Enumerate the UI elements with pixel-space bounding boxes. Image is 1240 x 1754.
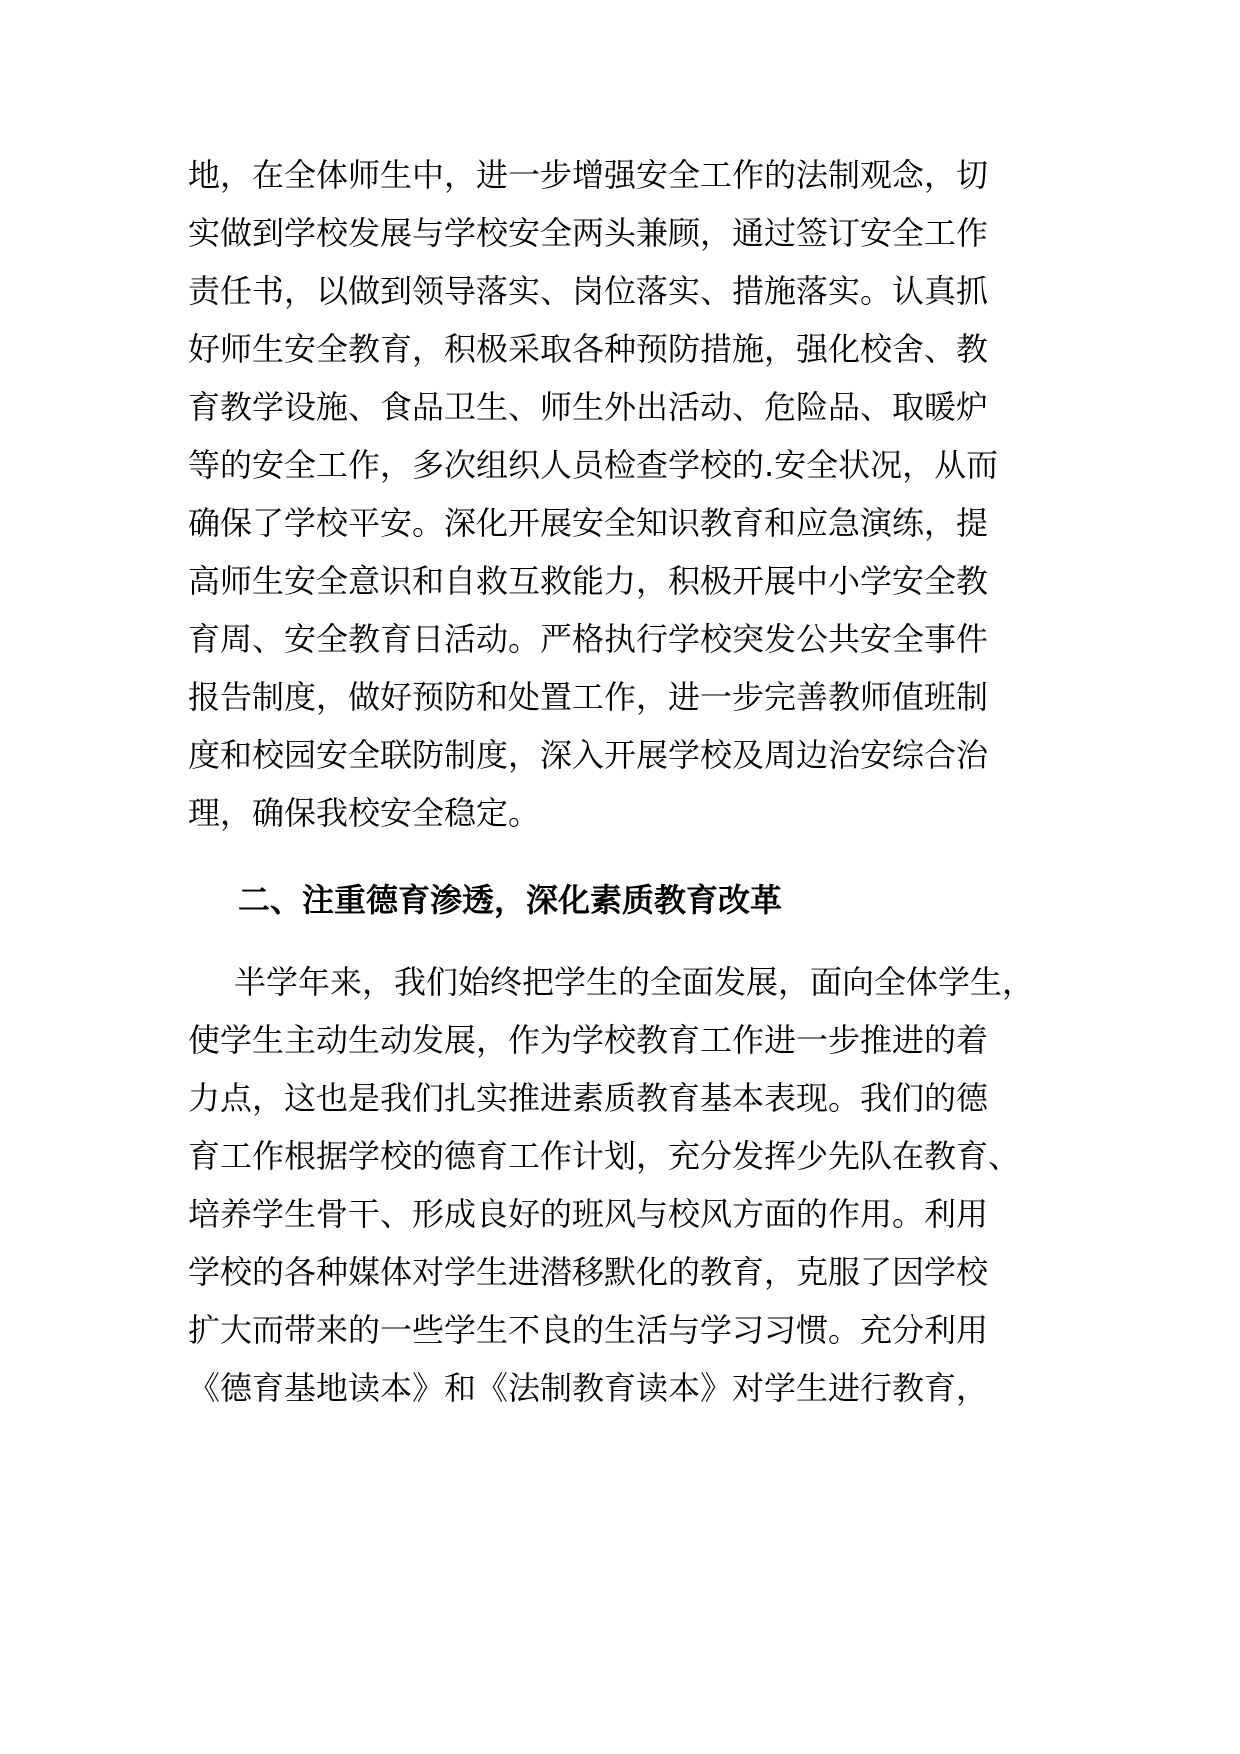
paragraph-line: 地，在全体师生中，进一步增强安全工作的法制观念，切 <box>188 156 989 194</box>
paragraph-line: 学校的各种媒体对学生进潜移默化的教育，克服了因学校 <box>188 1253 989 1291</box>
paragraph-line: 实做到学校发展与学校安全两头兼顾，通过签订安全工作 <box>188 214 989 252</box>
paragraph-line: 培养学生骨干、形成良好的班风与校风方面的作用。利用 <box>188 1195 989 1233</box>
paragraph-line: 责任书，以做到领导落实、岗位落实、措施落实。认真抓 <box>188 272 989 310</box>
paragraph-line: 报告制度，做好预防和处置工作，进一步完善教师值班制 <box>188 678 989 716</box>
paragraph-line: 好师生安全教育，积极采取各种预防措施，强化校舍、教 <box>188 330 989 368</box>
paragraph-line: 理，确保我校安全稳定。 <box>188 794 541 832</box>
paragraph-line: 高师生安全意识和自救互救能力，积极开展中小学安全教 <box>188 562 989 600</box>
paragraph-line: 扩大而带来的一些学生不良的生活与学习习惯。充分利用 <box>188 1311 989 1349</box>
paragraph-line: 育周、安全教育日活动。严格执行学校突发公共安全事件 <box>188 620 989 658</box>
paragraph-line: 度和校园安全联防制度，深入开展学校及周边治安综合治 <box>188 736 989 774</box>
paragraph-line: 使学生主动生动发展，作为学校教育工作进一步推进的着 <box>188 1021 989 1059</box>
paragraph-line: 育教学设施、食品卫生、师生外出活动、危险品、取暖炉 <box>188 388 989 426</box>
paragraph-line: 育工作根据学校的德育工作计划，充分发挥少先队在教育、 <box>188 1137 1021 1175</box>
paragraph-line: 半学年来，我们始终把学生的全面发展，面向全体学生， <box>234 963 1035 1001</box>
paragraph-line: 等的安全工作，多次组织人员检查学校的.安全状况，从而 <box>188 446 999 484</box>
paragraph-line: 力点，这也是我们扎实推进素质教育基本表现。我们的德 <box>188 1079 989 1117</box>
paragraph-line: 《德育基地读本》和《法制教育读本》对学生进行教育， <box>188 1369 989 1407</box>
section-heading: 二、注重德育渗透，深化素质教育改革 <box>238 881 783 919</box>
paragraph-line: 确保了学校平安。深化开展安全知识教育和应急演练，提 <box>188 504 989 542</box>
